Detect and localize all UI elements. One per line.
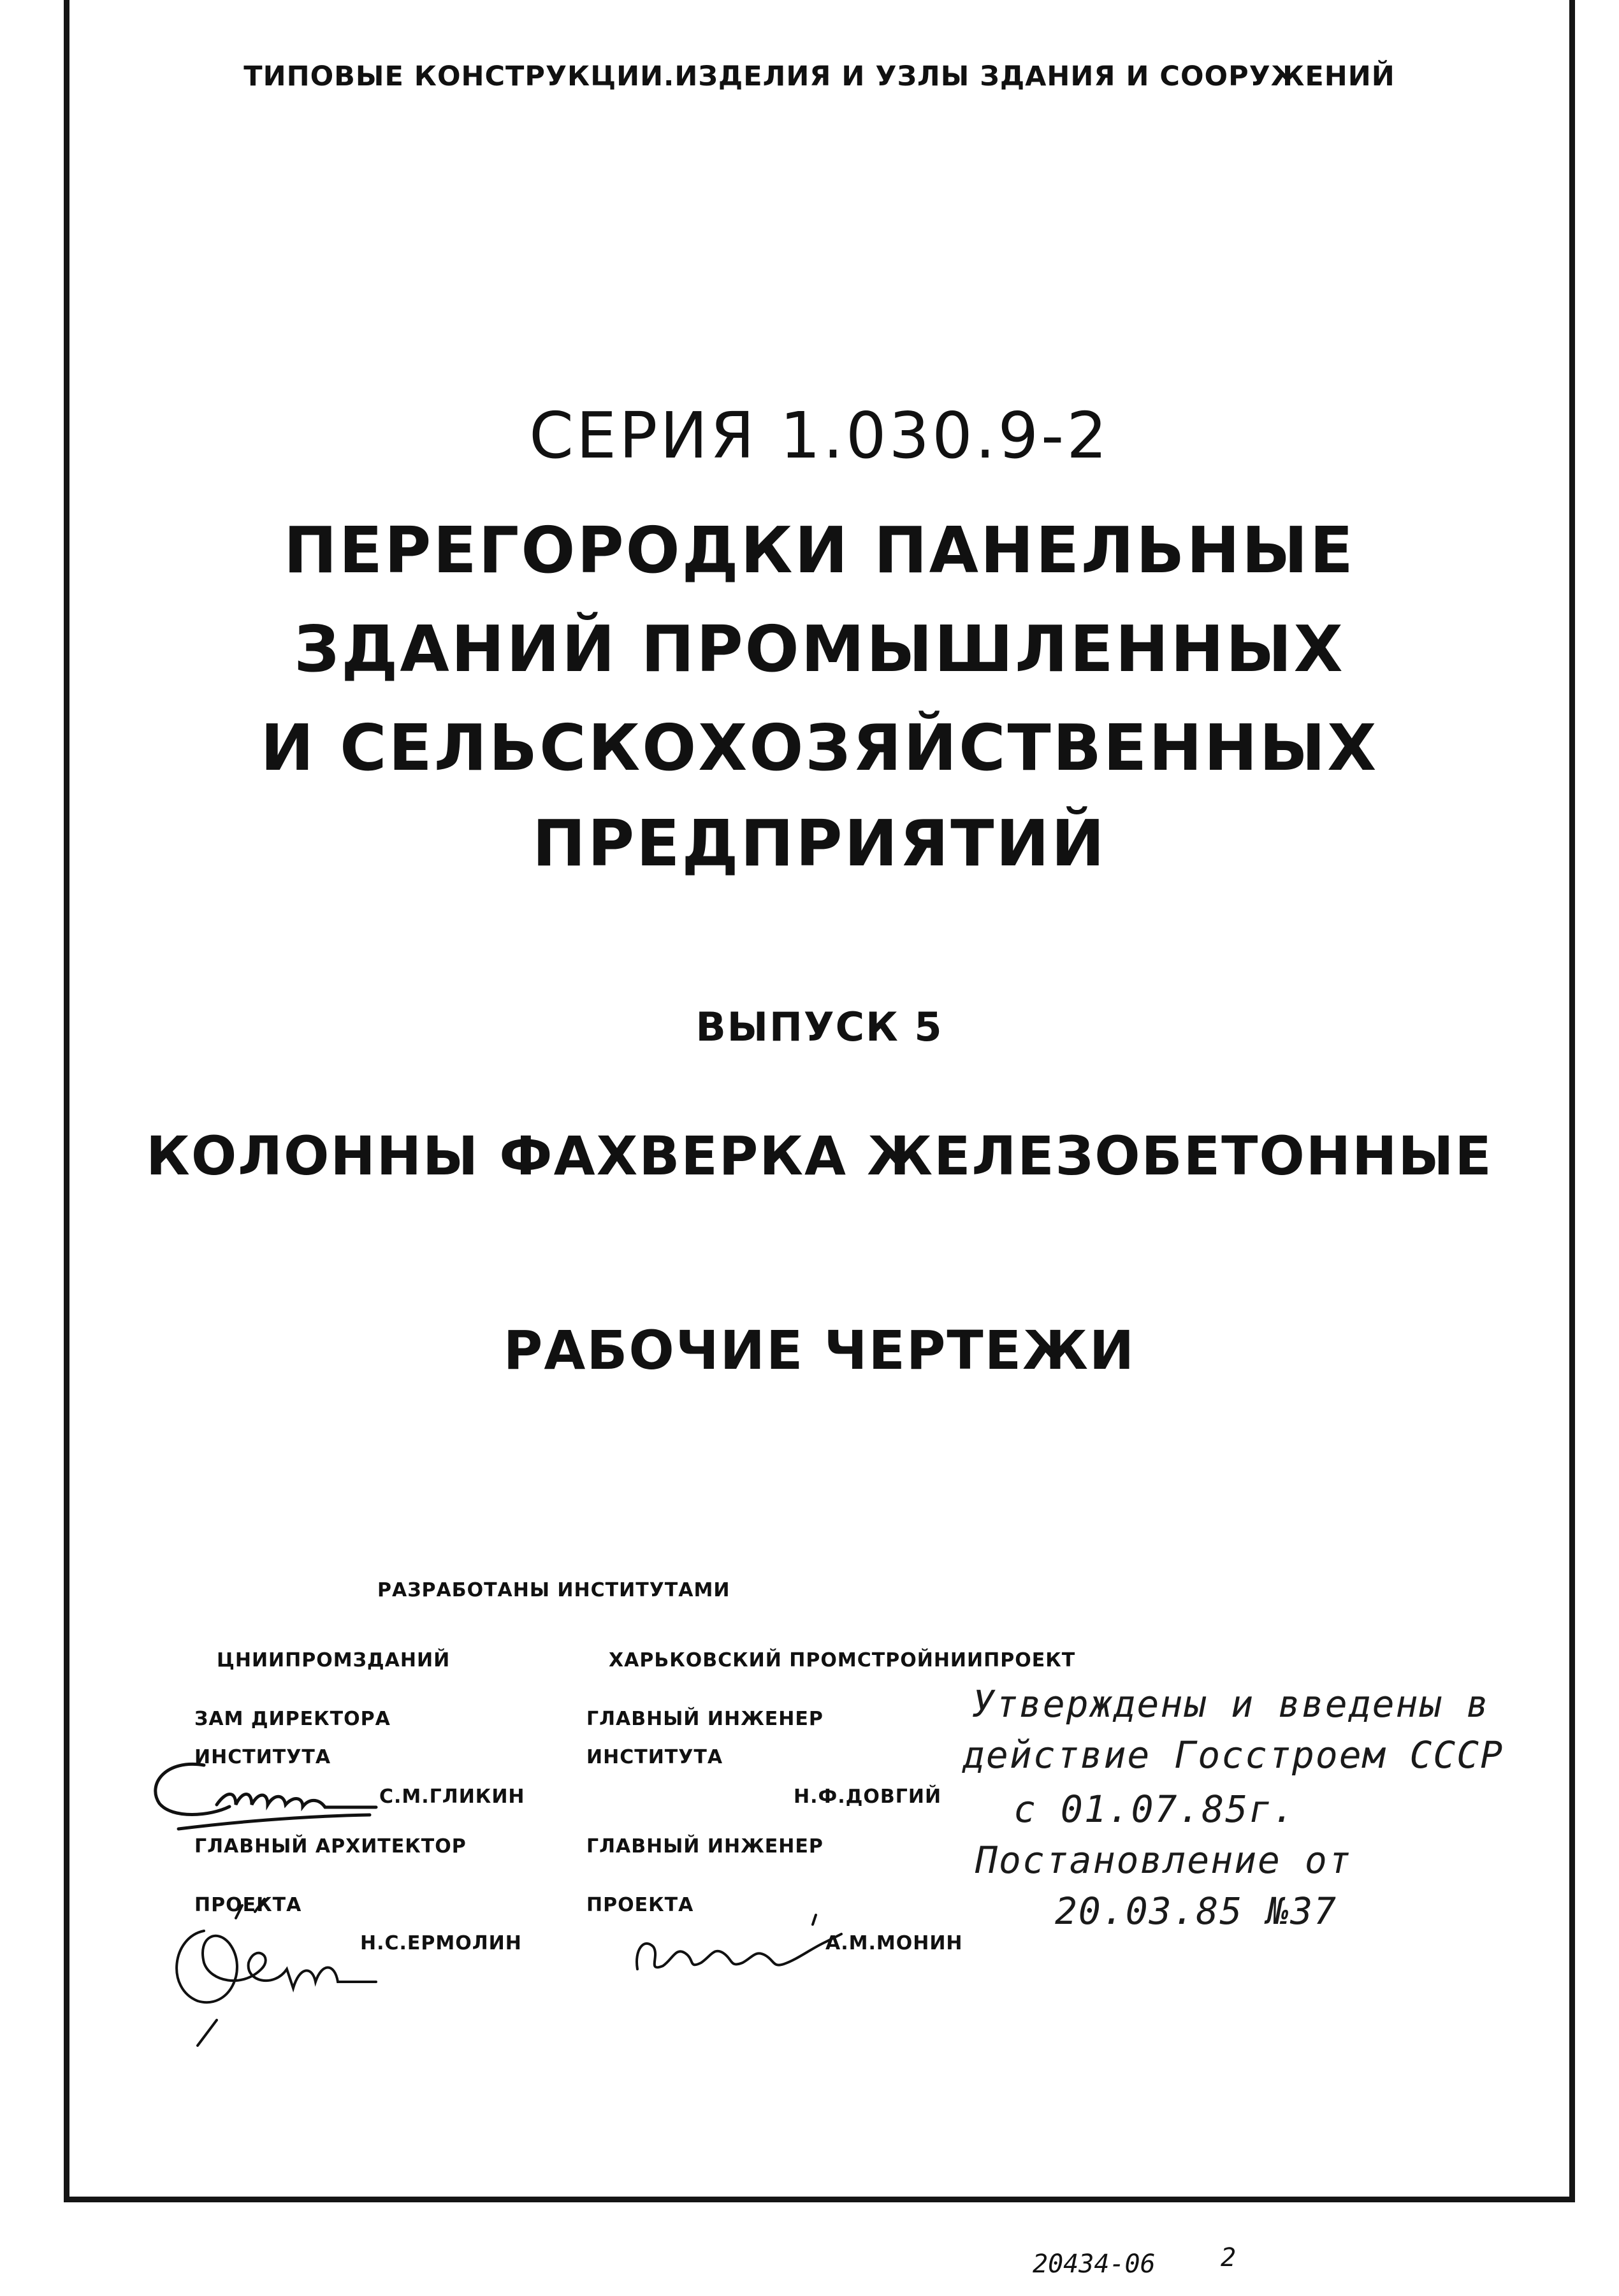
institute-right-person1: Н.Ф.ДОВГИЙ bbox=[794, 1786, 942, 1808]
frame-left-border bbox=[64, 0, 69, 2202]
page-number: 2 bbox=[1221, 2243, 1237, 2272]
institute-left-role2-line2: ПРОЕКТА bbox=[194, 1894, 302, 1916]
institute-right-role1-line1: ГЛАВНЫЙ ИНЖЕНЕР bbox=[586, 1708, 824, 1730]
institute-left-role1-line2: ИНСТИТУТА bbox=[194, 1746, 331, 1768]
document-type: РАБОЧИЕ ЧЕРТЕЖИ bbox=[503, 1319, 1136, 1382]
approval-note-line-5: 20.03.85 №37 bbox=[1055, 1889, 1338, 1933]
title-line-4: ПРЕДПРИЯТИЙ bbox=[532, 806, 1107, 881]
title-line-1: ПЕРЕГОРОДКИ ПАНЕЛЬНЫЕ bbox=[284, 513, 1355, 588]
footer-document-number: 20434-06 bbox=[1033, 2249, 1156, 2279]
title-line-2: ЗДАНИЙ ПРОМЫШЛЕННЫХ bbox=[294, 612, 1345, 686]
frame-bottom-border bbox=[64, 2197, 1574, 2202]
institute-left-person1: С.М.ГЛИКИН bbox=[379, 1786, 525, 1808]
institute-left-name: ЦНИИПРОМЗДАНИЙ bbox=[217, 1649, 451, 1671]
approval-note-line-1: Утверждены и введены в bbox=[972, 1682, 1490, 1726]
institute-right-role1-line2: ИНСТИТУТА bbox=[586, 1746, 723, 1768]
signature-monin bbox=[625, 1912, 854, 1988]
institute-right-name: ХАРЬКОВСКИЙ ПРОМСТРОЙНИИПРОЕКТ bbox=[609, 1649, 1076, 1671]
frame-right-border bbox=[1569, 0, 1575, 2202]
approval-note-line-3: с 01.07.85г. bbox=[1013, 1787, 1296, 1831]
institute-left-role2-line1: ГЛАВНЫЙ АРХИТЕКТОР bbox=[194, 1835, 467, 1858]
signature-glikin bbox=[140, 1746, 382, 1848]
header-line: ТИПОВЫЕ КОНСТРУКЦИИ.ИЗДЕЛИЯ И УЗЛЫ ЗДАНИЯ И СООРУЖЕНИЙ bbox=[243, 61, 1395, 92]
series-number: СЕРИЯ 1.030.9-2 bbox=[529, 398, 1110, 473]
issue-number: ВЫПУСК 5 bbox=[695, 1004, 943, 1050]
institute-right-role2-line2: ПРОЕКТА bbox=[586, 1894, 694, 1916]
institute-left-person2: Н.С.ЕРМОЛИН bbox=[360, 1932, 522, 1954]
approval-note-line-2: действие Госстроем СССР bbox=[962, 1733, 1504, 1777]
institute-left-role1-line1: ЗАМ ДИРЕКТОРА bbox=[194, 1708, 391, 1730]
developed-by-label: РАЗРАБОТАНЫ ИНСТИТУТАМИ bbox=[377, 1579, 730, 1601]
approval-note-line-4: Постановление от bbox=[975, 1838, 1352, 1882]
title-line-3: И СЕЛЬСКОХОЗЯЙСТВЕННЫХ bbox=[260, 711, 1379, 785]
institute-right-person2: А.М.МОНИН bbox=[825, 1932, 963, 1954]
signature-ermolin bbox=[159, 1893, 389, 2058]
institute-right-role2-line1: ГЛАВНЫЙ ИНЖЕНЕР bbox=[586, 1835, 824, 1858]
subtitle: КОЛОННЫ ФАХВЕРКА ЖЕЛЕЗОБЕТОННЫЕ bbox=[146, 1125, 1493, 1187]
